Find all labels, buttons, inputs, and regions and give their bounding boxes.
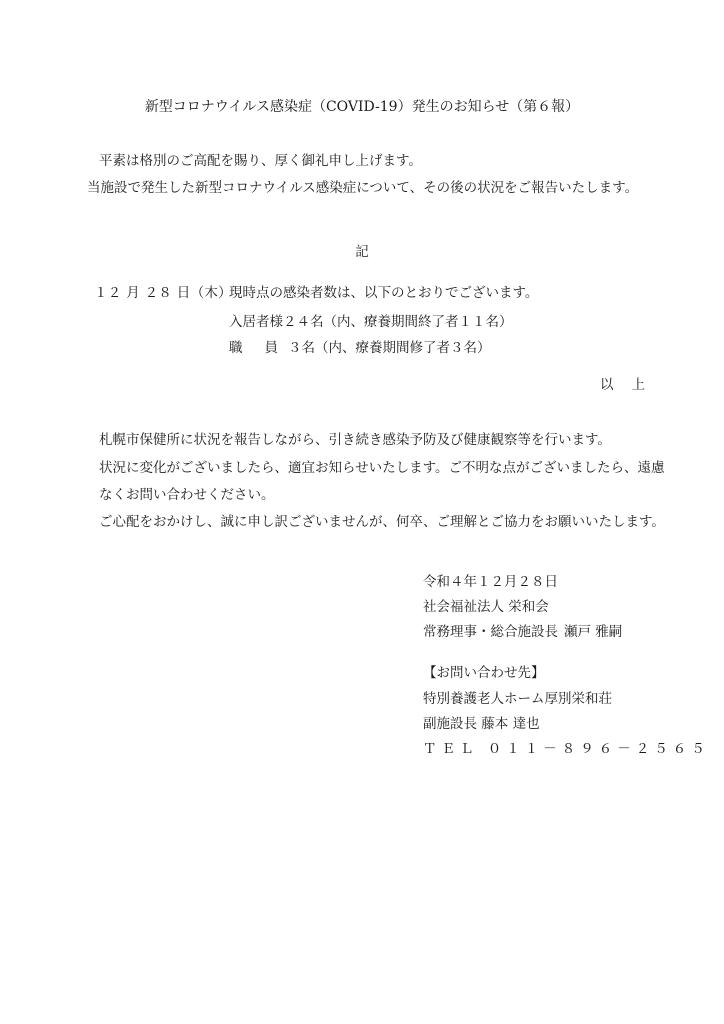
signature-date: 令和４年１２月２８日 <box>423 574 558 590</box>
greeting-line: 平素は格別のご高配を賜り、厚く御礼申し上げます。 <box>99 153 422 169</box>
contact-heading: 【お問い合わせ先】 <box>423 665 545 681</box>
report-date: １２ 月 ２８ 日（木） <box>94 285 232 301</box>
body-line: 状況に変化がございましたら、適宜お知らせいたします。ご不明な点がございましたら、遠慮 <box>99 460 665 476</box>
contact-person: 副施設長 藤本 達也 <box>423 716 540 732</box>
signature-position: 常務理事・総合施設長 <box>423 624 558 640</box>
body-line: 札幌市保健所に状況を報告しながら、引き続き感染予防及び健康観察等を行います。 <box>99 432 611 448</box>
staff-label: 職員 <box>229 340 300 356</box>
contact-tel: ＴＥＬ ０１１－８９６－２５６５ <box>423 741 710 757</box>
status-intro: 現時点の感染者数は、以下のとおりでございます。 <box>229 285 539 301</box>
contact-facility: 特別養護老人ホーム厚別栄和荘 <box>423 691 612 707</box>
body-line: ご心配をおかけし、誠に申し訳ございませんが、何卒、ご理解とご協力をお願いいたします。 <box>99 514 665 530</box>
residents-count: 入居者様２４名（内、療養期間終了者１１名） <box>229 314 513 330</box>
staff-count: ３名（内、療養期間修了者３名） <box>288 340 491 356</box>
notice-title: 新型コロナウイルス感染症（COVID-19）発生のお知らせ（第６報） <box>144 99 580 115</box>
ijo-closing: 以上 <box>600 377 663 393</box>
greeting-line: 当施設で発生した新型コロナウイルス感染症について、その後の状況をご報告いたします。 <box>87 180 639 196</box>
signature-organization: 社会福祉法人 栄和会 <box>423 599 549 615</box>
signature-name: 瀬戸 雅嗣 <box>564 624 623 640</box>
body-line: なくお問い合わせください。 <box>99 487 275 503</box>
ki-heading: 記 <box>355 244 369 260</box>
